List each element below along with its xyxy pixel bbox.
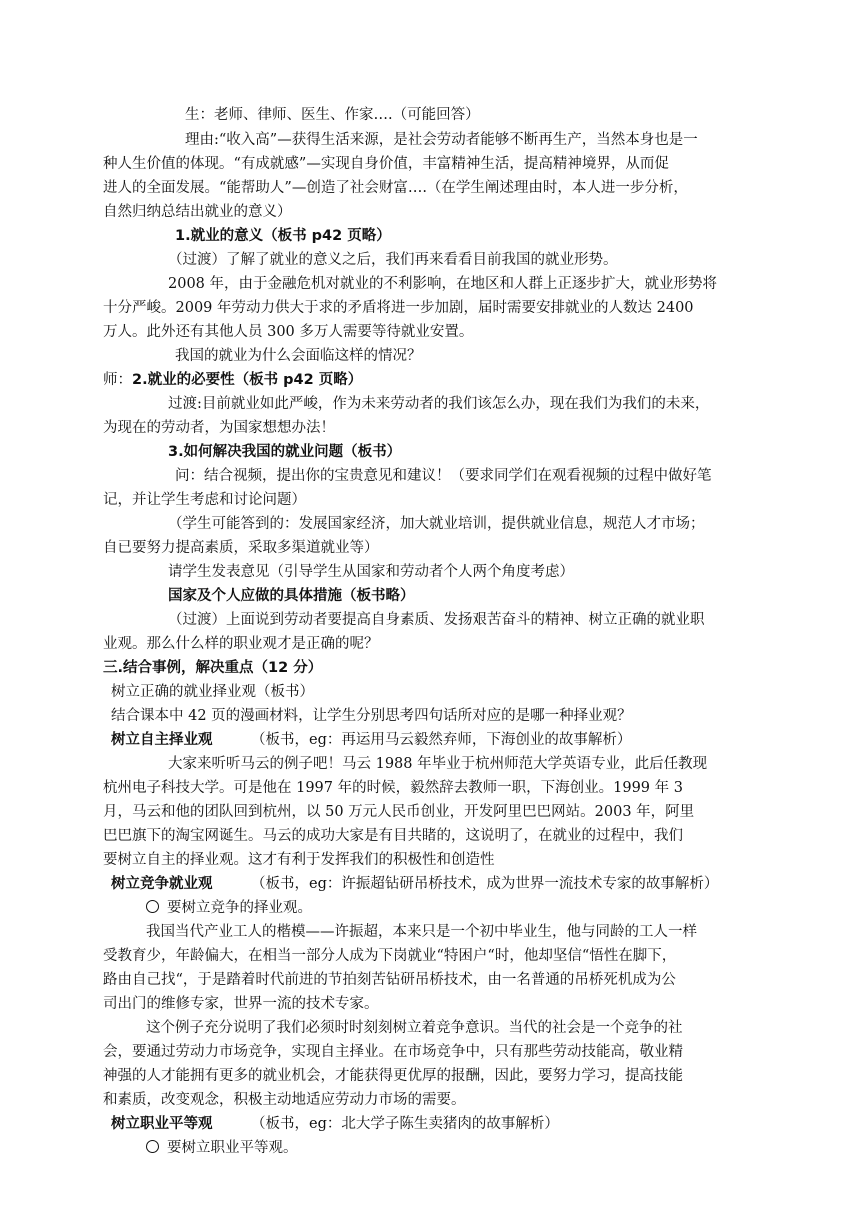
text-line: 巴巴旗下的淘宝网诞生。马云的成功大家是有目共睹的，这说明了，在就业的过程中，我们 — [103, 828, 683, 844]
text-line: 十分严峻。2009 年劳动力供大于求的矛盾将进一步加剧，届时需要安排就业的人数达 2400 — [103, 300, 694, 316]
text-line: 月，马云和他的团队回到杭州，以 50 万元人民币创业，开发阿里巴巴网站。2003 年，阿里 — [103, 804, 695, 820]
bullet-text: 要树立职业平等观。 — [167, 1140, 298, 1156]
text-line: 问：结合视频，提出你的宝贵意见和建议！（要求同学们在观看视频的过程中做好笔 — [175, 468, 712, 484]
section-heading: 国家及个人应做的具体措施（板书略） — [168, 588, 415, 604]
text-line: 受教育少，年龄偏大，在相当一部分人成为下岗就业“特困户“时，他却坚信“悟性在脚下， — [103, 948, 677, 964]
bullet-item — [146, 1139, 298, 1157]
text-line: 大家来听听马云的例子吧！马云 1988 年毕业于杭州师范大学英语专业，此后任教现 — [168, 756, 708, 772]
text-line: 结合课本中 42 页的漫画材料，让学生分别思考四句话所对应的是哪一种择业观？ — [111, 708, 632, 724]
text-line: 为现在的劳动者，为国家想想办法！ — [103, 420, 335, 436]
text-line: 生：老师、律师、医生、作家….（可能回答） — [185, 107, 480, 123]
section-heading: 2.就业的必要性（板书 p42 页略） — [132, 372, 363, 388]
section-heading: 树立自主择业观 — [111, 732, 213, 748]
text-line: 这个例子充分说明了我们必须时时刻刻树立着竞争意识。当代的社会是一个竞争的社 — [146, 1020, 683, 1036]
text-line: 理由:“收入高”—获得生活来源，是社会劳动者能够不断再生产，当然本身也是一 — [185, 132, 698, 148]
text-line: 业观。那么什么样的职业观才是正确的呢？ — [103, 636, 379, 652]
text-line: （学生可能答到的：发展国家经济，加大就业培训，提供就业信息，规范人才市场； — [168, 516, 705, 532]
text-line: 自已要努力提高素质，采取多渠道就业等） — [103, 540, 379, 556]
text-line: 2008 年，由于金融危机对就业的不利影响，在地区和人群上正逐步扩大，就业形势将 — [168, 276, 718, 292]
circle-bullet-icon — [146, 1140, 159, 1153]
section-heading: 1.就业的意义（板书 p42 页略） — [175, 228, 391, 244]
text-line: （板书，eg：再运用马云毅然弃师，下海创业的故事解析） — [251, 732, 632, 748]
text-line: 树立正确的就业择业观（板书） — [111, 684, 314, 700]
text-line: 路由自己找“，于是踏着时代前进的节拍刻苦钻研吊桥技术，由一名普通的吊桥死机成为公 — [103, 972, 676, 988]
text-line: 进人的全面发展。“能帮助人”—创造了社会财富….（在学生阐述理由时，本人进一步分析， — [103, 180, 688, 196]
text-line: 记，并让学生考虑和讨论问题） — [103, 492, 306, 508]
text-line: （板书，eg：许振超钻研吊桥技术，成为世界一流技术专家的故事解析） — [251, 876, 719, 892]
text-line: 自然归纳总结出就业的意义） — [103, 204, 292, 220]
text-line: （板书，eg：北大学子陈生卖猪肉的故事解析） — [251, 1116, 559, 1132]
section-heading: 树立竞争就业观 — [111, 876, 213, 892]
text-line: 我国当代产业工人的楷模——许振超，本来只是一个初中毕业生，他与同龄的工人一样 — [146, 924, 697, 940]
section-heading: 树立职业平等观 — [111, 1116, 213, 1132]
text-line: （过渡）了解了就业的意义之后，我们再来看看目前我国的就业形势。 — [168, 252, 618, 268]
text-line: （过渡）上面说到劳动者要提高自身素质、发扬艰苦奋斗的精神、树立正确的就业职 — [168, 612, 705, 628]
text-line: 万人。此外还有其他人员 300 多万人需要等待就业安置。 — [103, 324, 474, 340]
circle-bullet-icon — [146, 900, 159, 913]
section-heading: 三.结合事例，解决重点（12 分） — [103, 660, 323, 676]
text-line: 师： — [103, 372, 132, 388]
text-line: 过渡:目前就业如此严峻，作为未来劳动者的我们该怎么办，现在我们为我们的未来， — [168, 396, 710, 412]
section-heading: 3.如何解决我国的就业问题（板书） — [168, 444, 402, 460]
bullet-text: 要树立竞争的择业观。 — [167, 900, 312, 916]
text-line: 种人生价值的体现。“有成就感”—实现自身价值，丰富精神生活，提高精神境界，从而促 — [103, 156, 669, 172]
text-line: 杭州电子科技大学。可是他在 1997 年的时候，毅然辞去教师一职，下海创业。1999 年 3 — [103, 780, 683, 796]
text-line: 我国的就业为什么会面临这样的情况？ — [175, 348, 422, 364]
text-line: 请学生发表意见（引导学生从国家和劳动者个人两个角度考虑） — [168, 564, 574, 580]
text-line: 和素质，改变观念，积极主动地适应劳动力市场的需要。 — [103, 1092, 466, 1108]
bullet-item — [146, 899, 312, 917]
text-line: 要树立自主的择业观。这才有利于发挥我们的积极性和创造性 — [103, 852, 495, 868]
text-line: 司出门的维修专家，世界一流的技术专家。 — [103, 996, 379, 1012]
text-line: 会，要通过劳动力市场竞争，实现自主择业。在市场竞争中，只有那些劳动技能高，敬业精 — [103, 1044, 683, 1060]
text-line: 神强的人才能拥有更多的就业机会，才能获得更优厚的报酬，因此，要努力学习，提高技能 — [103, 1068, 683, 1084]
